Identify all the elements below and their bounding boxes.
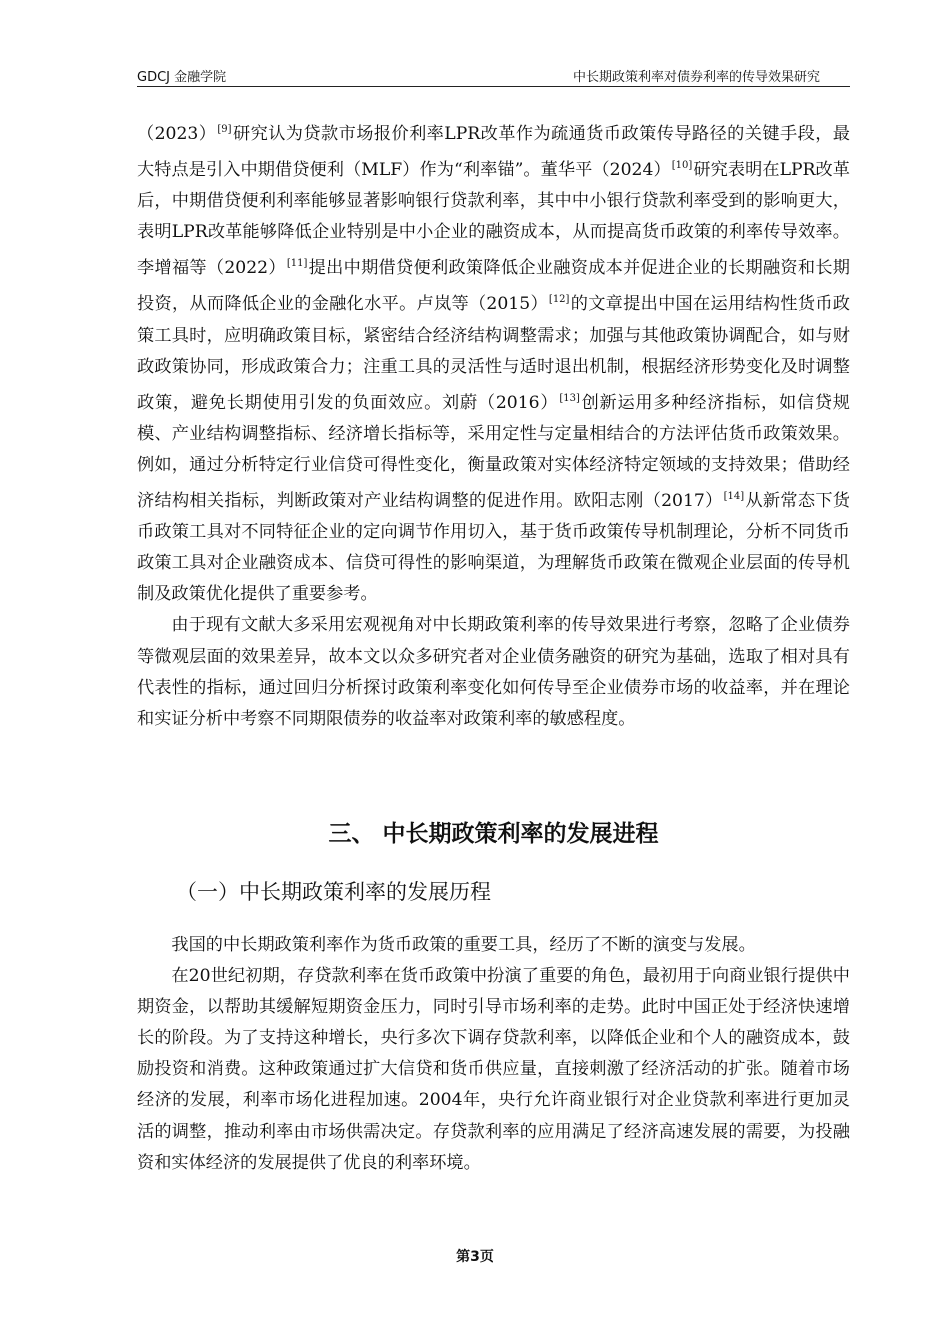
citation-ref: [14]: [723, 491, 745, 503]
running-header: [137, 64, 850, 87]
header-right-title: 中长期政策利率对债券利率的传导效果研究: [572, 70, 820, 85]
subsection-heading: （一）中长期政策利率的发展历程: [176, 880, 491, 904]
page-number: 第3页: [456, 1249, 494, 1265]
paragraph-intro: 我国的中长期政策利率作为货币政策的重要工具，经历了不断的演变与发展。: [171, 935, 756, 955]
paragraph-literature-review: [137, 114, 850, 610]
text-run: 提出中期借贷便利政策降低企业融资成本并促进企业的长期融资和长期投资，从而降低企业的金融化水平。卢岚等（2015）: [137, 258, 850, 315]
body-section-2: [137, 930, 850, 1179]
body-section-1: [137, 114, 850, 735]
paragraph-history: 在20世纪初期，存贷款利率在货币政策中扮演了重要的角色，最初用于向商业银行提供中期资金，以帮助其缓解短期资金压力，同时引导市场利率的走势。此时中国正处于经济快速增长的阶段。为了支持这种增长，央行多次下调存贷款利率，以降低企业和个人的融资成本，鼓励投资和消费。这种政策通过扩大信贷和货币供应量，直接刺激了经济活动的扩张。随着市场经济的发展，利率市场化进程加速。2004年，央行允许商业银行对企业贷款利率进行更加灵活的调整，推动利率由市场供需决定。存贷款利率的应用满足了经济高速发展的需要，为投融资和实体经济的发展提供了优良的利率环境。: [137, 966, 850, 1173]
citation-ref: [12]: [548, 294, 570, 306]
citation-ref: [13]: [559, 392, 580, 404]
section-heading: 三、 中长期政策利率的发展进程: [328, 821, 659, 847]
citation-ref: [11]: [286, 258, 308, 270]
citation-ref: [10]: [671, 160, 693, 172]
text-run: （2023）: [137, 124, 217, 144]
text-run: 研究认为贷款市场报价利率LPR改革作为疏通货币政策传导路径的关键手段，最大特点是引入中期借贷便利（MLF）作为“利率锚”。董华平（2024）: [137, 124, 850, 181]
citation-ref: [9]: [217, 124, 232, 135]
text-run: 的文章提出中国在运用结构性货币政策工具时，应明确政策目标，紧密结合经济结构调整需求；加强与其他政策协调配合，如与财政政策协同，形成政策合力；注重工具的灵活性与适时退出机制，根据经济形势变化及时调整政策，避免长期使用引发的负面效应。刘蔚（2016）: [137, 294, 850, 413]
text-run: 创新运用多种经济指标，如信贷规模、产业结构调整指标、经济增长指标等，采用定性与定量相结合的方法评估货币政策效果。例如，通过分析特定行业信贷可得性变化，衡量政策对实体经济特定领域的支持效果；借助经济结构相关指标，判断政策对产业结构调整的促进作用。欧阳志刚（2017）: [137, 392, 850, 512]
paragraph-research-gap: 由于现有文献大多采用宏观视角对中长期政策利率的传导效果进行考察，忽略了企业债券等微观层面的效果差异，故本文以众多研究者对企业债务融资的研究为基础，选取了相对具有代表性的指标，通过回归分析探讨政策利率变化如何传导至企业债券市场的收益率，并在理论和实证分析中考察不同期限债券的收益率对政策利率的敏感程度。: [137, 615, 850, 729]
text-run: 研究表明在LPR改革后，中期借贷便利利率能够显著影响银行贷款利率，其中中小银行贷款利率受到的影响更大，表明LPR改革能够降低企业特别是中小企业的融资成本，从而提高货币政策的利率传导效率。李增福等（2022）: [137, 160, 850, 279]
text-run: 从新常态下货币政策工具对不同特征企业的定向调节作用切入，基于货币政策传导机制理论，分析不同货币政策工具对企业融资成本、信贷可得性的影响渠道，为理解货币政策在微观企业层面的传导机制及政策优化提供了重要参考。: [137, 491, 850, 605]
header-left-label: GDCJ 金融学院: [137, 70, 227, 85]
